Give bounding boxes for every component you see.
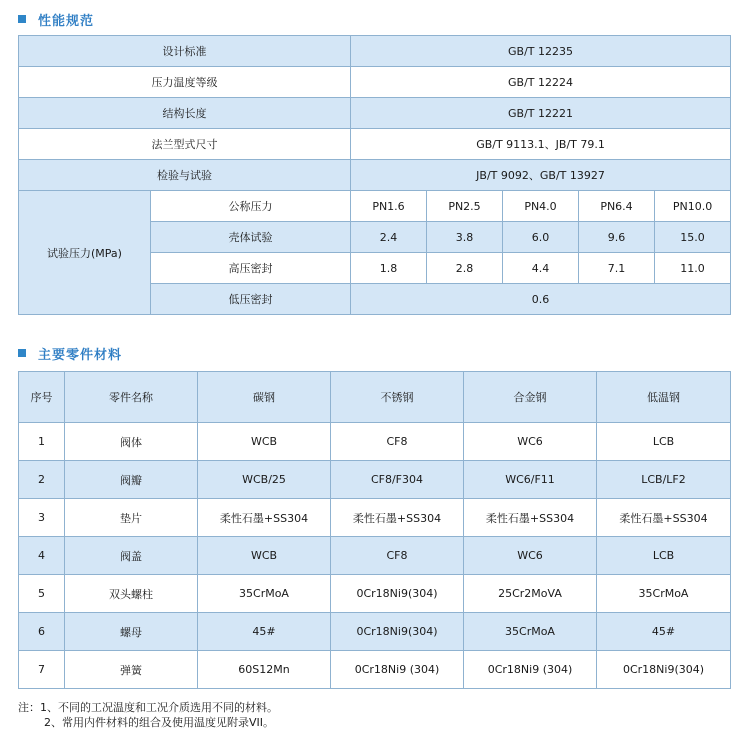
table-cell: 阀体 — [65, 423, 198, 461]
spec-label: 检验与试验 — [19, 160, 351, 191]
table-row — [19, 98, 731, 129]
table-cell: 0Cr18Ni9(304) — [331, 575, 464, 613]
footnotes — [18, 700, 278, 730]
table-cell: CF8 — [331, 537, 464, 575]
table-cell: 双头螺柱 — [65, 575, 198, 613]
table-cell: 阀瓣 — [65, 461, 198, 499]
high-pressure-seal-value: 7.1 — [579, 253, 655, 284]
table-cell: 45# — [597, 613, 731, 651]
section-title-materials — [18, 343, 122, 363]
high-pressure-seal-label: 高压密封 — [151, 253, 351, 284]
column-header: 合金钢 — [464, 372, 597, 423]
table-row — [19, 651, 731, 689]
table-cell: 6 — [19, 613, 65, 651]
high-pressure-seal-value: 1.8 — [351, 253, 427, 284]
table-cell: 柔性石墨+SS304 — [464, 499, 597, 537]
shell-test-value: 9.6 — [579, 222, 655, 253]
table-cell: WC6 — [464, 423, 597, 461]
table-cell: 阀盖 — [65, 537, 198, 575]
spec-value: JB/T 9092、GB/T 13927 — [351, 160, 731, 191]
spec-label: 设计标准 — [19, 36, 351, 67]
table-row — [19, 67, 731, 98]
table-cell: 0Cr18Ni9 (304) — [464, 651, 597, 689]
nominal-pressure-value: PN4.0 — [503, 191, 579, 222]
table-row — [19, 36, 731, 67]
table-cell: 0Cr18Ni9(304) — [331, 613, 464, 651]
table-cell: 4 — [19, 537, 65, 575]
column-header: 零件名称 — [65, 372, 198, 423]
shell-test-value: 2.4 — [351, 222, 427, 253]
spec-label: 压力温度等级 — [19, 67, 351, 98]
table-row — [19, 191, 731, 222]
shell-test-value: 3.8 — [427, 222, 503, 253]
table-cell: LCB — [597, 423, 731, 461]
square-bullet-icon — [18, 349, 26, 357]
materials-table — [18, 371, 731, 689]
spec-label: 结构长度 — [19, 98, 351, 129]
table-cell: WCB/25 — [198, 461, 331, 499]
section-title-performance — [18, 9, 94, 29]
table-cell: 0Cr18Ni9 (304) — [331, 651, 464, 689]
high-pressure-seal-value: 11.0 — [655, 253, 731, 284]
table-cell: 7 — [19, 651, 65, 689]
table-row — [19, 499, 731, 537]
shell-test-label: 壳体试验 — [151, 222, 351, 253]
table-cell: LCB/LF2 — [597, 461, 731, 499]
table-cell: 柔性石墨+SS304 — [597, 499, 731, 537]
nominal-pressure-value: PN6.4 — [579, 191, 655, 222]
table-cell: 5 — [19, 575, 65, 613]
table-cell: WC6 — [464, 537, 597, 575]
table-cell: 3 — [19, 499, 65, 537]
column-header: 低温钢 — [597, 372, 731, 423]
test-pressure-label: 试验压力(MPa) — [19, 191, 151, 315]
shell-test-value: 15.0 — [655, 222, 731, 253]
table-cell: 弹簧 — [65, 651, 198, 689]
nominal-pressure-value: PN10.0 — [655, 191, 731, 222]
table-cell: 0Cr18Ni9(304) — [597, 651, 731, 689]
section-title-text: 主要零件材料 — [38, 347, 123, 363]
shell-test-value: 6.0 — [503, 222, 579, 253]
spec-label: 法兰型式尺寸 — [19, 129, 351, 160]
performance-spec-table — [18, 35, 731, 315]
column-header: 序号 — [19, 372, 65, 423]
table-row — [19, 537, 731, 575]
spec-value: GB/T 12221 — [351, 98, 731, 129]
high-pressure-seal-value: 4.4 — [503, 253, 579, 284]
table-row — [19, 575, 731, 613]
high-pressure-seal-value: 2.8 — [427, 253, 503, 284]
table-cell: WC6/F11 — [464, 461, 597, 499]
nominal-pressure-value: PN2.5 — [427, 191, 503, 222]
table-row — [19, 461, 731, 499]
square-bullet-icon — [18, 15, 26, 23]
footnote-line: 2、常用内件材料的组合及使用温度见附录VII。 — [44, 716, 275, 729]
table-row — [19, 160, 731, 191]
nominal-pressure-value: PN1.6 — [351, 191, 427, 222]
column-header: 不锈钢 — [331, 372, 464, 423]
table-cell: 45# — [198, 613, 331, 651]
spec-value: GB/T 12235 — [351, 36, 731, 67]
table-cell: 柔性石墨+SS304 — [198, 499, 331, 537]
table-cell: 2 — [19, 461, 65, 499]
table-cell: 1 — [19, 423, 65, 461]
table-cell: 60S12Mn — [198, 651, 331, 689]
spec-value: GB/T 9113.1、JB/T 79.1 — [351, 129, 731, 160]
low-pressure-seal-value: 0.6 — [351, 284, 731, 315]
column-header: 碳钢 — [198, 372, 331, 423]
table-cell: WCB — [198, 423, 331, 461]
section-title-text: 性能规范 — [38, 13, 95, 29]
table-cell: 螺母 — [65, 613, 198, 651]
table-row — [19, 423, 731, 461]
nominal-pressure-label: 公称压力 — [151, 191, 351, 222]
footnote-line: 注：1、不同的工况温度和工况介质选用不同的材料。 — [18, 701, 278, 714]
table-row — [19, 129, 731, 160]
table-cell: LCB — [597, 537, 731, 575]
low-pressure-seal-label: 低压密封 — [151, 284, 351, 315]
table-cell: WCB — [198, 537, 331, 575]
table-cell: 35CrMoA — [198, 575, 331, 613]
table-cell: CF8/F304 — [331, 461, 464, 499]
table-cell: CF8 — [331, 423, 464, 461]
table-cell: 垫片 — [65, 499, 198, 537]
table-cell: 35CrMoA — [597, 575, 731, 613]
table-cell: 25Cr2MoVA — [464, 575, 597, 613]
spec-value: GB/T 12224 — [351, 67, 731, 98]
table-cell: 柔性石墨+SS304 — [331, 499, 464, 537]
table-header-row — [19, 372, 731, 423]
table-cell: 35CrMoA — [464, 613, 597, 651]
table-row — [19, 613, 731, 651]
